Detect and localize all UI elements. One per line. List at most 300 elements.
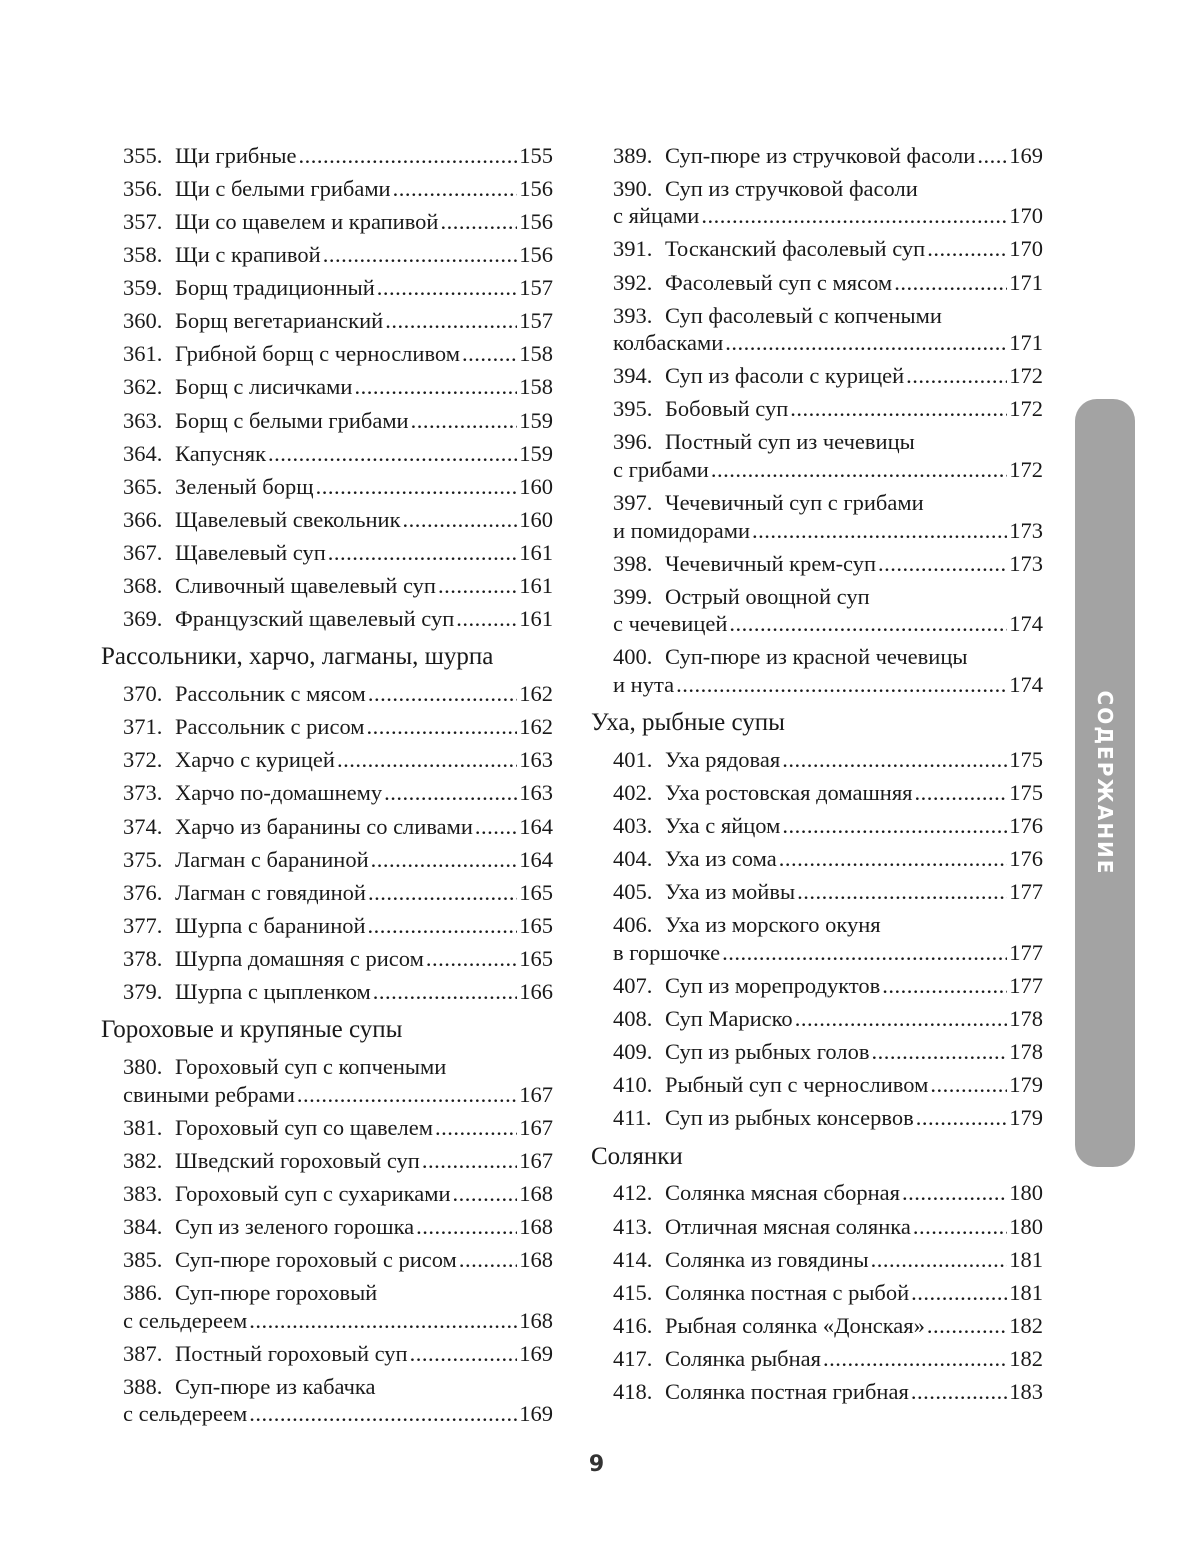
dot-leader bbox=[371, 846, 518, 874]
entry-number: 379. bbox=[123, 979, 163, 1005]
toc-entry-line bbox=[613, 550, 1043, 578]
entry-title-continued: и помидорами bbox=[613, 517, 751, 543]
toc-entry[interactable] bbox=[123, 1370, 553, 1431]
entry-page: 163 bbox=[519, 747, 553, 773]
section-heading: Гороховые и крупяные супы bbox=[101, 1016, 403, 1044]
toc-entry-line bbox=[613, 746, 1043, 774]
toc-entry-line bbox=[613, 878, 1043, 906]
toc-entry-line bbox=[123, 779, 553, 807]
entry-page: 156 bbox=[519, 242, 553, 268]
toc-entry[interactable] bbox=[123, 503, 553, 536]
entry-title-continued: с чечевицей bbox=[613, 611, 728, 637]
entry-number: 375. bbox=[123, 846, 163, 872]
entry-number: 382. bbox=[123, 1147, 163, 1173]
entry-title: Суп-пюре гороховый bbox=[175, 1280, 378, 1306]
entry-page: 164 bbox=[519, 846, 553, 872]
entry-number: 387. bbox=[123, 1340, 163, 1366]
dot-leader bbox=[410, 1340, 518, 1368]
entry-page: 162 bbox=[519, 681, 553, 707]
entry-title: Суп из рыбных голов bbox=[665, 1039, 870, 1065]
toc-entry-line bbox=[123, 175, 553, 203]
entry-number: 401. bbox=[613, 746, 653, 772]
toc-entry[interactable] bbox=[613, 486, 1043, 547]
entry-page: 174 bbox=[1009, 671, 1043, 697]
entry-title: Чечевичный суп с грибами bbox=[665, 490, 924, 516]
entry-number: 415. bbox=[613, 1279, 653, 1305]
toc-entry-last-line bbox=[613, 939, 1043, 967]
entry-title: Уха из мойвы bbox=[665, 879, 796, 905]
toc-entry[interactable] bbox=[123, 139, 553, 172]
entry-page: 168 bbox=[519, 1307, 553, 1333]
entry-page: 167 bbox=[519, 1114, 553, 1140]
entry-title-continued: колбасками bbox=[613, 330, 724, 356]
entry-page: 165 bbox=[519, 912, 553, 938]
entry-number: 392. bbox=[613, 269, 653, 295]
toc-entry[interactable] bbox=[123, 437, 553, 470]
entry-number: 371. bbox=[123, 714, 163, 740]
toc-entry-line bbox=[123, 879, 553, 907]
entry-title: Суп-пюре из кабачка bbox=[175, 1373, 376, 1399]
toc-entry[interactable] bbox=[123, 602, 553, 635]
toc-entry-line bbox=[613, 142, 1043, 170]
entry-number: 409. bbox=[613, 1039, 653, 1065]
toc-entry-line bbox=[123, 680, 553, 708]
entry-page: 179 bbox=[1009, 1105, 1043, 1131]
entry-number: 377. bbox=[123, 912, 163, 938]
entry-title: Щи с белыми грибами bbox=[175, 175, 391, 201]
entry-title: Борщ вегетарианский bbox=[175, 308, 384, 334]
dot-leader bbox=[797, 878, 1007, 906]
toc-entry[interactable] bbox=[613, 547, 1043, 580]
toc-entry-line bbox=[123, 539, 553, 567]
toc-entry-line bbox=[123, 912, 553, 940]
entry-number: 413. bbox=[613, 1213, 653, 1239]
entry-title: Рыбная солянка «Донская» bbox=[665, 1312, 925, 1338]
entry-page: 160 bbox=[519, 473, 553, 499]
entry-number: 378. bbox=[123, 945, 163, 971]
dot-leader bbox=[426, 945, 517, 973]
dot-leader bbox=[915, 779, 1008, 807]
entry-number: 411. bbox=[613, 1105, 652, 1131]
toc-right-column bbox=[591, 139, 1043, 1408]
entry-page: 174 bbox=[1009, 611, 1043, 637]
entry-title: Суп из морепродуктов bbox=[665, 972, 881, 998]
entry-title: Щи грибные bbox=[175, 142, 297, 168]
toc-entry-line bbox=[613, 235, 1043, 263]
entry-page: 157 bbox=[519, 275, 553, 301]
dot-leader bbox=[328, 539, 517, 567]
entry-number: 385. bbox=[123, 1247, 163, 1273]
toc-entry[interactable] bbox=[123, 909, 553, 942]
entry-page: 161 bbox=[519, 606, 553, 632]
toc-entry[interactable] bbox=[613, 266, 1043, 299]
entry-title: Рассольник с рисом bbox=[175, 714, 365, 740]
toc-entry[interactable] bbox=[123, 677, 553, 710]
toc-entry[interactable] bbox=[613, 776, 1043, 809]
toc-entry[interactable] bbox=[613, 1177, 1043, 1210]
toc-entry[interactable] bbox=[123, 744, 553, 777]
toc-entry[interactable] bbox=[613, 809, 1043, 842]
entry-title: Борщ с лисичками bbox=[175, 374, 353, 400]
entry-number: 372. bbox=[123, 747, 163, 773]
toc-entry-first-line bbox=[123, 1279, 553, 1307]
dot-leader bbox=[927, 1312, 1007, 1340]
toc-entry[interactable] bbox=[123, 975, 553, 1008]
dot-leader bbox=[729, 610, 1007, 638]
entry-title: Бобовый суп bbox=[665, 396, 789, 422]
toc-entry-first-line bbox=[613, 489, 1043, 517]
entry-number: 380. bbox=[123, 1054, 163, 1080]
toc-entry-line bbox=[123, 1147, 553, 1175]
entry-title: Уха из сома bbox=[665, 846, 777, 872]
dot-leader bbox=[297, 1081, 517, 1109]
entry-number: 369. bbox=[123, 606, 163, 632]
toc-entry[interactable] bbox=[123, 304, 553, 337]
entry-title: Суп-пюре из красной чечевицы bbox=[665, 644, 968, 670]
entry-title-continued: с грибами bbox=[613, 456, 709, 482]
toc-entry[interactable] bbox=[123, 942, 553, 975]
toc-entry-line bbox=[123, 572, 553, 600]
section-heading: Рассольники, харчо, лагманы, шурпа bbox=[101, 643, 494, 671]
entry-page: 175 bbox=[1009, 780, 1043, 806]
toc-entry[interactable] bbox=[613, 876, 1043, 909]
entry-number: 376. bbox=[123, 879, 163, 905]
section-heading: Уха, рыбные супы bbox=[591, 709, 785, 737]
toc-entry-line bbox=[613, 362, 1043, 390]
dot-leader bbox=[823, 1345, 1007, 1373]
dot-leader bbox=[368, 680, 517, 708]
dot-leader bbox=[354, 373, 517, 401]
entry-title: Чечевичный крем-суп bbox=[665, 550, 877, 576]
dot-leader bbox=[453, 1180, 518, 1208]
section-heading: Солянки bbox=[591, 1142, 683, 1170]
entry-number: 394. bbox=[613, 363, 653, 389]
entry-title: Шурпа домашняя с рисом bbox=[175, 945, 424, 971]
toc-entry[interactable] bbox=[123, 1177, 553, 1210]
entry-title: Уха из морского окуня bbox=[665, 912, 881, 938]
toc-entry-line bbox=[123, 978, 553, 1006]
toc-entry[interactable] bbox=[123, 1144, 553, 1177]
toc-entry-line bbox=[613, 1038, 1043, 1066]
side-tab[interactable] bbox=[1075, 399, 1135, 1167]
entry-page: 158 bbox=[519, 341, 553, 367]
entry-number: 410. bbox=[613, 1072, 653, 1098]
dot-leader bbox=[298, 142, 517, 170]
toc-entry[interactable] bbox=[123, 711, 553, 744]
toc-entry[interactable] bbox=[613, 969, 1043, 1002]
dot-leader bbox=[782, 746, 1007, 774]
toc-entry-line bbox=[123, 813, 553, 841]
entry-number: 370. bbox=[123, 681, 163, 707]
entry-page: 157 bbox=[519, 308, 553, 334]
toc-entry[interactable] bbox=[123, 238, 553, 271]
dot-leader bbox=[911, 1279, 1007, 1307]
entry-title-continued: свиными ребрами bbox=[123, 1081, 295, 1107]
entry-title: Зеленый борщ bbox=[175, 473, 314, 499]
toc-entry[interactable] bbox=[613, 426, 1043, 487]
toc-entry[interactable] bbox=[613, 842, 1043, 875]
dot-leader bbox=[368, 912, 518, 940]
entry-page: 161 bbox=[519, 573, 553, 599]
toc-entry-first-line bbox=[613, 428, 1043, 456]
entry-number: 402. bbox=[613, 780, 653, 806]
toc-entry[interactable] bbox=[613, 359, 1043, 392]
dot-leader bbox=[725, 329, 1007, 357]
toc-entry[interactable] bbox=[613, 1002, 1043, 1035]
toc-entry-line bbox=[123, 605, 553, 633]
entry-title: Щи со щавелем и крапивой bbox=[175, 208, 439, 234]
toc-entry[interactable] bbox=[613, 1375, 1043, 1408]
toc-entry[interactable] bbox=[613, 233, 1043, 266]
dot-leader bbox=[911, 1378, 1007, 1406]
dot-leader bbox=[872, 1038, 1008, 1066]
dot-leader bbox=[927, 235, 1007, 263]
entry-number: 412. bbox=[613, 1180, 653, 1206]
entry-title: Гороховый суп с копчеными bbox=[175, 1054, 447, 1080]
toc-entry[interactable] bbox=[123, 1210, 553, 1243]
entry-page: 171 bbox=[1009, 269, 1043, 295]
entry-number: 358. bbox=[123, 242, 163, 268]
entry-page: 177 bbox=[1009, 879, 1043, 905]
entry-number: 362. bbox=[123, 374, 163, 400]
toc-entry-last-line bbox=[613, 517, 1043, 545]
toc-entry[interactable] bbox=[613, 641, 1043, 702]
entry-page: 167 bbox=[519, 1147, 553, 1173]
entry-page: 164 bbox=[519, 813, 553, 839]
toc-entry-line bbox=[123, 373, 553, 401]
dot-leader bbox=[977, 142, 1007, 170]
entry-title: Харчо с курицей bbox=[175, 747, 335, 773]
dot-leader bbox=[411, 407, 518, 435]
entry-page: 182 bbox=[1009, 1312, 1043, 1338]
entry-number: 374. bbox=[123, 813, 163, 839]
entry-page: 182 bbox=[1009, 1345, 1043, 1371]
entry-page: 175 bbox=[1009, 746, 1043, 772]
toc-entry[interactable] bbox=[613, 1102, 1043, 1135]
toc-entry-last-line bbox=[613, 202, 1043, 230]
toc-entry[interactable] bbox=[613, 299, 1043, 360]
toc-entry[interactable] bbox=[613, 1210, 1043, 1243]
entry-title: Гороховый суп с сухариками bbox=[175, 1180, 451, 1206]
entry-number: 390. bbox=[613, 175, 653, 201]
entry-page: 167 bbox=[519, 1081, 553, 1107]
entry-number: 408. bbox=[613, 1006, 653, 1032]
entry-title-continued: и нута bbox=[613, 671, 675, 697]
entry-title: Рассольник с мясом bbox=[175, 681, 366, 707]
dot-leader bbox=[323, 241, 518, 269]
toc-entry[interactable] bbox=[123, 172, 553, 205]
entry-number: 386. bbox=[123, 1280, 163, 1306]
entry-title: Суп фасолевый с копчеными bbox=[665, 302, 942, 328]
toc-entry-line bbox=[613, 395, 1043, 423]
entry-number: 404. bbox=[613, 846, 653, 872]
dot-leader bbox=[779, 845, 1008, 873]
entry-title: Капусняк bbox=[175, 440, 266, 466]
dot-leader bbox=[795, 1005, 1008, 1033]
dot-leader bbox=[403, 506, 518, 534]
toc-entry[interactable] bbox=[123, 777, 553, 810]
toc-entry[interactable] bbox=[123, 404, 553, 437]
toc-entry[interactable] bbox=[613, 1342, 1043, 1375]
toc-entry-line bbox=[613, 1104, 1043, 1132]
toc-entry-line bbox=[123, 1246, 553, 1274]
entry-title: Суп-пюре из стручковой фасоли bbox=[665, 142, 976, 168]
entry-title: Шведский гороховый суп bbox=[175, 1147, 420, 1173]
toc-entry-line bbox=[123, 142, 553, 170]
toc-entry[interactable] bbox=[123, 843, 553, 876]
entry-title: Щавелевый суп bbox=[175, 539, 326, 565]
entry-title: Шурпа с цыпленком bbox=[175, 979, 371, 1005]
toc-entry[interactable] bbox=[123, 1111, 553, 1144]
entry-title: Суп из фасоли с курицей bbox=[665, 363, 905, 389]
entry-title: Французский щавелевый суп bbox=[175, 606, 455, 632]
entry-number: 391. bbox=[613, 236, 653, 262]
toc-entry[interactable] bbox=[123, 205, 553, 238]
entry-number: 407. bbox=[613, 972, 653, 998]
dot-leader bbox=[711, 456, 1007, 484]
toc-entry[interactable] bbox=[123, 371, 553, 404]
toc-entry[interactable] bbox=[123, 1243, 553, 1276]
entry-page: 169 bbox=[1009, 142, 1043, 168]
toc-entry[interactable] bbox=[613, 1243, 1043, 1276]
entry-title: Шурпа с бараниной bbox=[175, 912, 366, 938]
entry-number: 418. bbox=[613, 1379, 653, 1405]
dot-leader bbox=[475, 813, 517, 841]
toc-entry[interactable] bbox=[613, 909, 1043, 970]
side-tab-label: СОДЕРЖАНИЕ bbox=[1093, 690, 1117, 876]
entry-number: 393. bbox=[613, 302, 653, 328]
toc-entry[interactable] bbox=[613, 172, 1043, 233]
toc-entry[interactable] bbox=[123, 876, 553, 909]
entry-page: 162 bbox=[519, 714, 553, 740]
toc-entry[interactable] bbox=[123, 1050, 553, 1111]
entry-title: Борщ традиционный bbox=[175, 275, 375, 301]
entry-number: 383. bbox=[123, 1180, 163, 1206]
entry-title-continued: с сельдереем bbox=[123, 1401, 248, 1427]
toc-entry-line bbox=[613, 812, 1043, 840]
entry-number: 396. bbox=[613, 429, 653, 455]
toc-entry[interactable] bbox=[123, 1337, 553, 1370]
dot-leader bbox=[373, 978, 517, 1006]
toc-entry-last-line bbox=[613, 610, 1043, 638]
entry-title: Солянка из говядины bbox=[665, 1246, 869, 1272]
entry-title: Фасолевый суп с мясом bbox=[665, 269, 893, 295]
toc-entry[interactable] bbox=[123, 569, 553, 602]
entry-page: 168 bbox=[519, 1247, 553, 1273]
entry-number: 398. bbox=[613, 550, 653, 576]
entry-page: 168 bbox=[519, 1180, 553, 1206]
entry-page: 165 bbox=[519, 945, 553, 971]
toc-entry[interactable] bbox=[613, 1035, 1043, 1068]
entry-number: 367. bbox=[123, 539, 163, 565]
toc-entry-line bbox=[123, 241, 553, 269]
dot-leader bbox=[249, 1400, 517, 1428]
entry-title-continued: с яйцами bbox=[613, 203, 700, 229]
toc-entry-last-line bbox=[613, 329, 1043, 357]
toc-entry[interactable] bbox=[123, 470, 553, 503]
entry-page: 165 bbox=[519, 879, 553, 905]
entry-number: 363. bbox=[123, 407, 163, 433]
entry-number: 360. bbox=[123, 308, 163, 334]
dot-leader bbox=[722, 939, 1007, 967]
entry-title: Грибной борщ с черносливом bbox=[175, 341, 460, 367]
entry-title: Рыбный суп с черносливом bbox=[665, 1072, 929, 1098]
entry-number: 395. bbox=[613, 396, 653, 422]
entry-page: 173 bbox=[1009, 550, 1043, 576]
entry-title: Уха с яйцом bbox=[665, 813, 781, 839]
dot-leader bbox=[337, 746, 517, 774]
toc-entry[interactable] bbox=[613, 743, 1043, 776]
entry-page: 156 bbox=[519, 208, 553, 234]
entry-page: 170 bbox=[1009, 236, 1043, 262]
toc-entry-line bbox=[613, 1071, 1043, 1099]
entry-number: 355. bbox=[123, 142, 163, 168]
toc-entry[interactable] bbox=[123, 271, 553, 304]
entry-title: Гороховый суп со щавелем bbox=[175, 1114, 433, 1140]
toc-entry-last-line bbox=[613, 456, 1043, 484]
toc-entry-line bbox=[613, 1005, 1043, 1033]
toc-entry[interactable] bbox=[123, 810, 553, 843]
toc-entry[interactable] bbox=[613, 1068, 1043, 1101]
dot-leader bbox=[701, 202, 1007, 230]
entry-title: Тосканский фасолевый суп bbox=[665, 236, 926, 262]
entry-title-continued: в горшочке bbox=[613, 939, 721, 965]
entry-page: 169 bbox=[519, 1401, 553, 1427]
toc-entry-line bbox=[123, 407, 553, 435]
toc-entry-line bbox=[123, 274, 553, 302]
toc-entry[interactable] bbox=[613, 139, 1043, 172]
entry-number: 417. bbox=[613, 1345, 653, 1371]
entry-number: 403. bbox=[613, 813, 653, 839]
toc-entry[interactable] bbox=[613, 1276, 1043, 1309]
entry-title: Борщ с белыми грибами bbox=[175, 407, 409, 433]
entry-title: Щавелевый свекольник bbox=[175, 506, 401, 532]
entry-page: 166 bbox=[519, 979, 553, 1005]
entry-page: 169 bbox=[519, 1340, 553, 1366]
entry-page: 161 bbox=[519, 539, 553, 565]
dot-leader bbox=[906, 362, 1007, 390]
dot-leader bbox=[676, 671, 1007, 699]
toc-entry[interactable] bbox=[123, 1276, 553, 1337]
entry-title: Щи с крапивой bbox=[175, 242, 321, 268]
entry-title: Уха ростовская домашняя bbox=[665, 780, 913, 806]
dot-leader bbox=[435, 1114, 517, 1142]
toc-entry-line bbox=[123, 846, 553, 874]
entry-title: Постный суп из чечевицы bbox=[665, 429, 915, 455]
toc-entry-first-line bbox=[123, 1373, 553, 1401]
entry-page: 176 bbox=[1009, 813, 1043, 839]
toc-entry[interactable] bbox=[613, 393, 1043, 426]
toc-entry[interactable] bbox=[613, 1309, 1043, 1342]
toc-entry-line bbox=[123, 1340, 553, 1368]
entry-number: 416. bbox=[613, 1312, 653, 1338]
entry-number: 414. bbox=[613, 1246, 653, 1272]
page-number: 9 bbox=[588, 1452, 605, 1477]
entry-page: 177 bbox=[1009, 972, 1043, 998]
toc-entry[interactable] bbox=[123, 338, 553, 371]
entry-number: 361. bbox=[123, 341, 163, 367]
toc-entry-line bbox=[613, 1246, 1043, 1274]
entry-title: Постный гороховый суп bbox=[175, 1340, 408, 1366]
toc-entry-last-line bbox=[123, 1081, 553, 1109]
dot-leader bbox=[462, 340, 517, 368]
dot-leader bbox=[393, 175, 518, 203]
toc-entry[interactable] bbox=[123, 536, 553, 569]
toc-entry-first-line bbox=[613, 302, 1043, 330]
toc-entry[interactable] bbox=[613, 580, 1043, 641]
entry-title: Харчо по-домашнему bbox=[175, 780, 383, 806]
entry-number: 373. bbox=[123, 780, 163, 806]
